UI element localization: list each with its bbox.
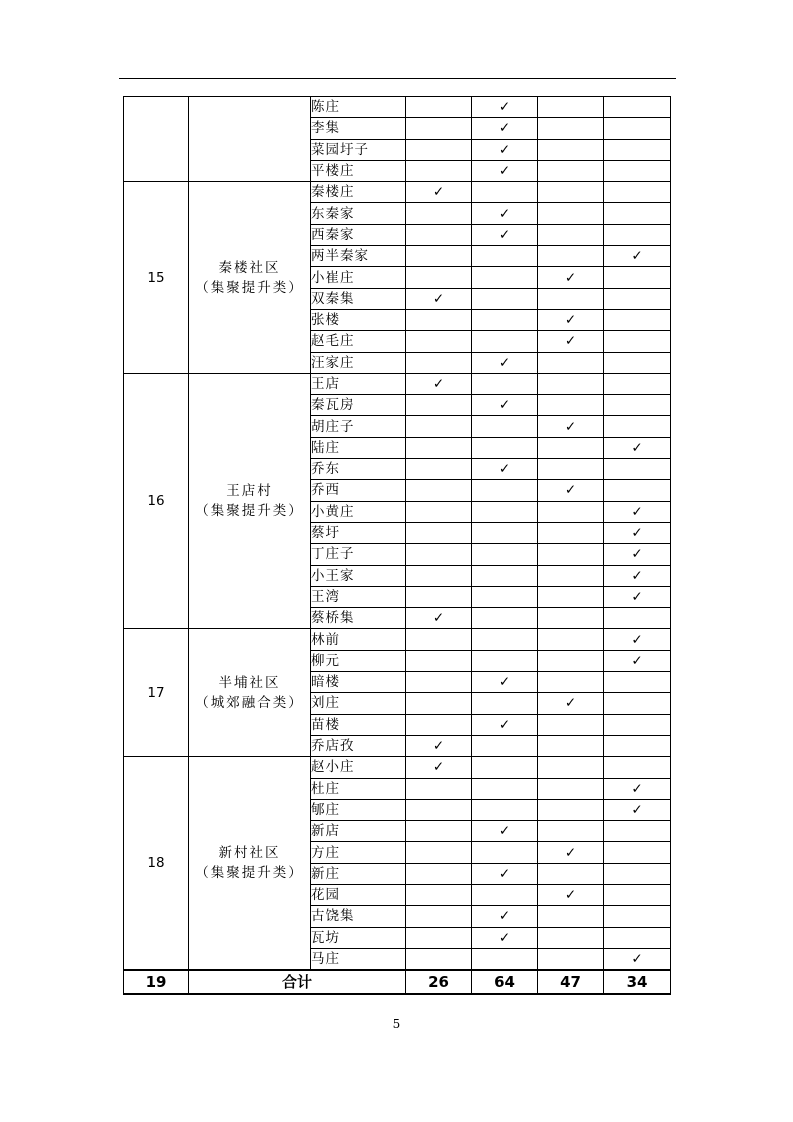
check-mark-cell <box>604 863 671 884</box>
check-mark-cell <box>538 203 604 224</box>
check-mark-cell <box>538 288 604 309</box>
check-mark-cell <box>406 948 472 970</box>
total-label: 合计 <box>189 970 406 994</box>
check-mark-cell <box>538 459 604 480</box>
check-mark-cell: ✓ <box>604 522 671 543</box>
check-mark-cell: ✓ <box>604 948 671 970</box>
check-mark-cell <box>604 288 671 309</box>
check-mark-cell: ✓ <box>538 331 604 352</box>
group-type: （集聚提升类） <box>195 865 304 882</box>
check-mark-cell <box>472 522 538 543</box>
check-mark-cell <box>406 118 472 139</box>
total-index: 19 <box>124 970 189 994</box>
check-mark-cell <box>406 650 472 671</box>
check-mark-cell <box>604 714 671 735</box>
check-mark-cell <box>604 480 671 501</box>
check-mark-cell <box>538 373 604 394</box>
check-mark-cell <box>472 416 538 437</box>
check-mark-cell <box>406 331 472 352</box>
check-mark-cell: ✓ <box>538 842 604 863</box>
check-mark-cell <box>538 927 604 948</box>
group-type: （集聚提升类） <box>195 503 304 520</box>
village-name: 秦楼庄 <box>311 182 406 203</box>
check-mark-cell <box>406 459 472 480</box>
check-mark-cell <box>604 906 671 927</box>
check-mark-cell: ✓ <box>472 224 538 245</box>
check-mark-cell <box>406 842 472 863</box>
check-mark-cell <box>538 586 604 607</box>
total-value: 47 <box>538 970 604 994</box>
village-name: 丁庄子 <box>311 544 406 565</box>
check-mark-cell <box>406 246 472 267</box>
group-index: 17 <box>124 629 189 757</box>
check-mark-cell <box>604 331 671 352</box>
check-mark-cell <box>538 160 604 181</box>
check-mark-cell <box>604 182 671 203</box>
check-mark-cell: ✓ <box>406 735 472 756</box>
check-mark-cell <box>406 139 472 160</box>
check-mark-cell <box>604 118 671 139</box>
village-name: 乔店孜 <box>311 735 406 756</box>
village-classification-table <box>123 96 671 995</box>
village-name: 林前 <box>311 629 406 650</box>
check-mark-cell <box>472 629 538 650</box>
village-name: 胡庄子 <box>311 416 406 437</box>
check-mark-cell: ✓ <box>538 416 604 437</box>
village-name: 双秦集 <box>311 288 406 309</box>
check-mark-cell <box>406 501 472 522</box>
check-mark-cell <box>604 160 671 181</box>
check-mark-cell: ✓ <box>406 757 472 778</box>
check-mark-cell <box>538 650 604 671</box>
check-mark-cell <box>472 757 538 778</box>
village-name: 杜庄 <box>311 778 406 799</box>
check-mark-cell <box>538 778 604 799</box>
check-mark-cell <box>406 927 472 948</box>
check-mark-cell <box>406 586 472 607</box>
village-name: 郇庄 <box>311 799 406 820</box>
check-mark-cell: ✓ <box>472 97 538 118</box>
village-name: 秦瓦房 <box>311 395 406 416</box>
check-mark-cell <box>538 821 604 842</box>
village-name: 方庄 <box>311 842 406 863</box>
check-mark-cell <box>604 267 671 288</box>
check-mark-cell <box>406 544 472 565</box>
table-row <box>124 629 671 650</box>
village-name: 东秦家 <box>311 203 406 224</box>
village-name: 两半秦家 <box>311 246 406 267</box>
check-mark-cell <box>604 884 671 905</box>
check-mark-cell <box>538 948 604 970</box>
check-mark-cell <box>472 778 538 799</box>
check-mark-cell <box>538 522 604 543</box>
village-name: 张楼 <box>311 309 406 330</box>
check-mark-cell: ✓ <box>538 884 604 905</box>
check-mark-cell: ✓ <box>406 373 472 394</box>
check-mark-cell: ✓ <box>472 395 538 416</box>
check-mark-cell <box>472 884 538 905</box>
check-mark-cell <box>472 842 538 863</box>
check-mark-cell <box>406 416 472 437</box>
check-mark-cell <box>472 267 538 288</box>
village-name: 瓦坊 <box>311 927 406 948</box>
check-mark-cell <box>604 821 671 842</box>
check-mark-cell <box>604 97 671 118</box>
check-mark-cell <box>538 182 604 203</box>
check-mark-cell <box>538 629 604 650</box>
check-mark-cell <box>406 437 472 458</box>
check-mark-cell <box>604 373 671 394</box>
check-mark-cell <box>538 906 604 927</box>
group-name: 秦楼社区 <box>218 259 281 276</box>
check-mark-cell: ✓ <box>472 352 538 373</box>
check-mark-cell <box>604 693 671 714</box>
check-mark-cell <box>604 672 671 693</box>
check-mark-cell <box>406 160 472 181</box>
check-mark-cell: ✓ <box>472 672 538 693</box>
check-mark-cell: ✓ <box>538 693 604 714</box>
check-mark-cell <box>604 608 671 629</box>
village-name: 蔡桥集 <box>311 608 406 629</box>
village-name: 李集 <box>311 118 406 139</box>
group-index <box>124 97 189 182</box>
check-mark-cell <box>406 629 472 650</box>
check-mark-cell <box>538 714 604 735</box>
check-mark-cell: ✓ <box>472 863 538 884</box>
check-mark-cell: ✓ <box>472 160 538 181</box>
total-value: 26 <box>406 970 472 994</box>
check-mark-cell: ✓ <box>472 906 538 927</box>
group-name: 王店村 <box>226 483 273 500</box>
check-mark-cell: ✓ <box>406 182 472 203</box>
check-mark-cell: ✓ <box>472 139 538 160</box>
check-mark-cell <box>604 224 671 245</box>
check-mark-cell <box>538 352 604 373</box>
group-type: （城郊融合类） <box>195 694 304 711</box>
check-mark-cell <box>406 565 472 586</box>
check-mark-cell <box>406 522 472 543</box>
village-name: 花园 <box>311 884 406 905</box>
check-mark-cell: ✓ <box>538 480 604 501</box>
check-mark-cell <box>472 331 538 352</box>
group-index: 16 <box>124 373 189 629</box>
check-mark-cell <box>538 672 604 693</box>
check-mark-cell: ✓ <box>472 459 538 480</box>
check-mark-cell <box>406 778 472 799</box>
check-mark-cell <box>406 97 472 118</box>
check-mark-cell <box>538 544 604 565</box>
check-mark-cell <box>604 395 671 416</box>
village-name: 赵毛庄 <box>311 331 406 352</box>
header-rule <box>119 78 676 79</box>
village-name: 苗楼 <box>311 714 406 735</box>
check-mark-cell <box>604 352 671 373</box>
check-mark-cell: ✓ <box>604 565 671 586</box>
village-name: 汪家庄 <box>311 352 406 373</box>
check-mark-cell <box>406 672 472 693</box>
total-value: 34 <box>604 970 671 994</box>
village-name: 柳元 <box>311 650 406 671</box>
village-name: 赵小庄 <box>311 757 406 778</box>
village-name: 小崔庄 <box>311 267 406 288</box>
check-mark-cell <box>604 735 671 756</box>
check-mark-cell <box>472 799 538 820</box>
check-mark-cell: ✓ <box>472 821 538 842</box>
check-mark-cell <box>538 118 604 139</box>
group-name-cell <box>189 757 311 970</box>
check-mark-cell <box>472 735 538 756</box>
check-mark-cell: ✓ <box>604 650 671 671</box>
group-name: 新村社区 <box>218 845 281 862</box>
check-mark-cell <box>406 395 472 416</box>
check-mark-cell <box>472 544 538 565</box>
total-row <box>124 970 671 994</box>
check-mark-cell: ✓ <box>472 927 538 948</box>
check-mark-cell <box>406 224 472 245</box>
group-name-cell <box>189 629 311 757</box>
check-mark-cell <box>472 693 538 714</box>
check-mark-cell <box>604 927 671 948</box>
table-row <box>124 182 671 203</box>
village-name: 乔东 <box>311 459 406 480</box>
check-mark-cell <box>406 821 472 842</box>
check-mark-cell: ✓ <box>472 714 538 735</box>
village-name: 王湾 <box>311 586 406 607</box>
check-mark-cell <box>538 799 604 820</box>
check-mark-cell <box>538 437 604 458</box>
check-mark-cell: ✓ <box>604 246 671 267</box>
check-mark-cell <box>406 267 472 288</box>
group-name-cell <box>189 373 311 629</box>
check-mark-cell <box>472 309 538 330</box>
check-mark-cell: ✓ <box>604 629 671 650</box>
village-name: 平楼庄 <box>311 160 406 181</box>
village-name: 蔡圩 <box>311 522 406 543</box>
check-mark-cell: ✓ <box>604 799 671 820</box>
group-name-cell <box>189 97 311 182</box>
check-mark-cell <box>406 714 472 735</box>
check-mark-cell <box>604 309 671 330</box>
group-type: （集聚提升类） <box>195 279 304 296</box>
check-mark-cell: ✓ <box>472 203 538 224</box>
check-mark-cell <box>604 842 671 863</box>
check-mark-cell <box>472 373 538 394</box>
check-mark-cell: ✓ <box>604 437 671 458</box>
check-mark-cell <box>472 565 538 586</box>
check-mark-cell <box>406 480 472 501</box>
village-name: 西秦家 <box>311 224 406 245</box>
village-name: 马庄 <box>311 948 406 970</box>
check-mark-cell <box>472 182 538 203</box>
check-mark-cell <box>604 203 671 224</box>
check-mark-cell <box>538 224 604 245</box>
check-mark-cell <box>538 246 604 267</box>
check-mark-cell <box>604 139 671 160</box>
check-mark-cell <box>406 352 472 373</box>
group-index: 15 <box>124 182 189 374</box>
check-mark-cell <box>472 437 538 458</box>
check-mark-cell: ✓ <box>604 544 671 565</box>
village-name: 菜园圩子 <box>311 139 406 160</box>
total-value: 64 <box>472 970 538 994</box>
check-mark-cell <box>604 416 671 437</box>
check-mark-cell <box>538 735 604 756</box>
check-mark-cell <box>472 480 538 501</box>
village-name: 古饶集 <box>311 906 406 927</box>
check-mark-cell: ✓ <box>538 309 604 330</box>
village-name: 王店 <box>311 373 406 394</box>
check-mark-cell: ✓ <box>406 608 472 629</box>
check-mark-cell <box>406 309 472 330</box>
check-mark-cell <box>604 757 671 778</box>
check-mark-cell: ✓ <box>406 288 472 309</box>
table-row <box>124 97 671 118</box>
check-mark-cell <box>472 948 538 970</box>
village-name: 小黄庄 <box>311 501 406 522</box>
check-mark-cell <box>406 863 472 884</box>
village-name: 陆庄 <box>311 437 406 458</box>
check-mark-cell: ✓ <box>538 267 604 288</box>
check-mark-cell <box>406 693 472 714</box>
table-row <box>124 757 671 778</box>
check-mark-cell <box>472 501 538 522</box>
check-mark-cell <box>538 97 604 118</box>
check-mark-cell <box>406 203 472 224</box>
check-mark-cell <box>604 459 671 480</box>
check-mark-cell <box>406 799 472 820</box>
check-mark-cell: ✓ <box>604 586 671 607</box>
village-name: 乔西 <box>311 480 406 501</box>
check-mark-cell: ✓ <box>472 118 538 139</box>
check-mark-cell <box>406 906 472 927</box>
group-name-cell <box>189 182 311 374</box>
check-mark-cell <box>538 395 604 416</box>
group-index: 18 <box>124 757 189 970</box>
check-mark-cell <box>472 650 538 671</box>
village-name: 新庄 <box>311 863 406 884</box>
village-name: 新店 <box>311 821 406 842</box>
check-mark-cell <box>472 246 538 267</box>
village-name: 小王家 <box>311 565 406 586</box>
check-mark-cell <box>472 288 538 309</box>
village-name: 刘庄 <box>311 693 406 714</box>
check-mark-cell: ✓ <box>604 501 671 522</box>
check-mark-cell <box>472 608 538 629</box>
table-row <box>124 373 671 394</box>
check-mark-cell <box>538 757 604 778</box>
check-mark-cell <box>538 608 604 629</box>
check-mark-cell <box>538 863 604 884</box>
check-mark-cell <box>538 501 604 522</box>
group-name: 半埔社区 <box>218 674 281 691</box>
check-mark-cell <box>538 139 604 160</box>
village-name: 暗楼 <box>311 672 406 693</box>
check-mark-cell <box>406 884 472 905</box>
check-mark-cell <box>538 565 604 586</box>
village-name: 陈庄 <box>311 97 406 118</box>
check-mark-cell <box>472 586 538 607</box>
check-mark-cell: ✓ <box>604 778 671 799</box>
page-number: 5 <box>392 1017 401 1031</box>
